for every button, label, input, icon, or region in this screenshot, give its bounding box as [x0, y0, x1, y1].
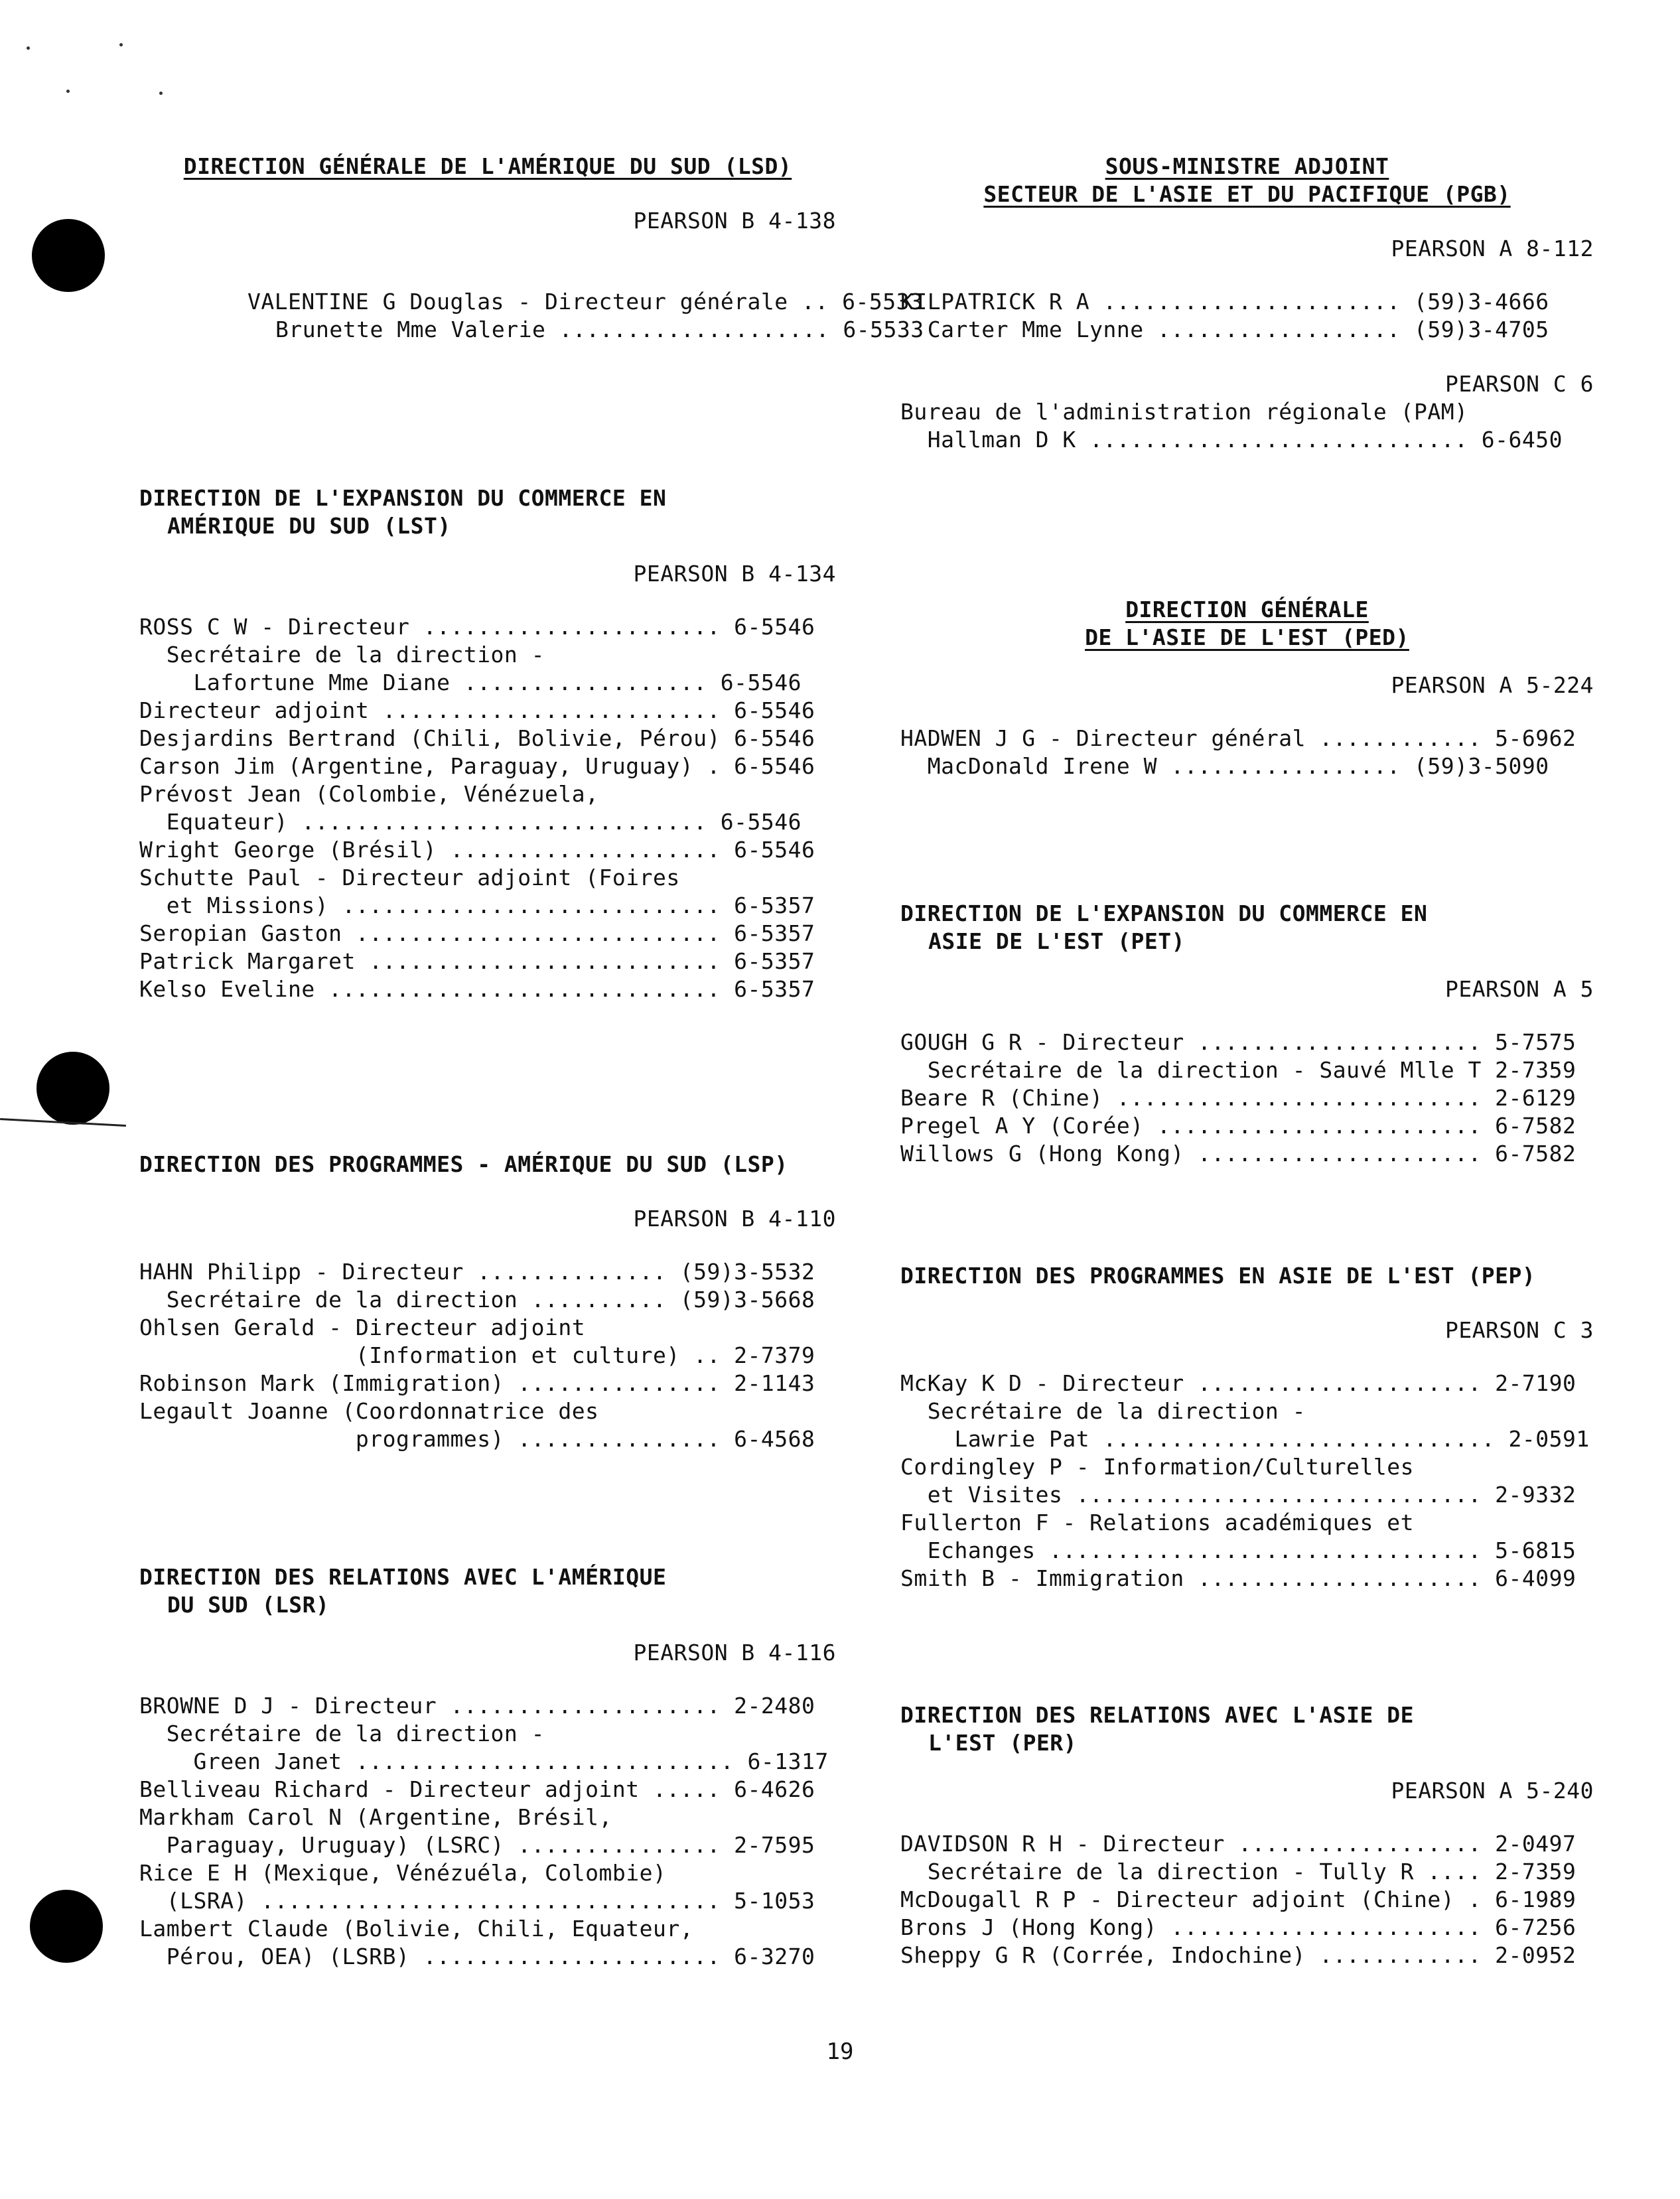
- section-title: DIRECTION DES RELATIONS AVEC L'AMÉRIQUE: [139, 1564, 667, 1590]
- section-lsd: [139, 153, 924, 342]
- speck: [27, 46, 30, 50]
- entry-line: Brons J (Hong Kong) ....................... 6-7256: [900, 1914, 1576, 1940]
- section-title: DIRECTION DES RELATIONS AVEC L'ASIE DE: [900, 1702, 1414, 1728]
- entry-line: Equateur) .............................. 6-5546: [139, 809, 802, 835]
- section-pep: [900, 1262, 1594, 1593]
- entry-line: Kelso Eveline ............................. 6-5357: [139, 976, 815, 1002]
- entry-line: Robinson Mark (Immigration) ............... 2-1143: [139, 1370, 815, 1396]
- entry-line: Secrétaire de la direction -: [139, 1721, 545, 1746]
- page-number: 19: [826, 2038, 854, 2065]
- speck: [119, 43, 123, 46]
- entry-line: Lawrie Pat ............................. 2-0591: [900, 1426, 1590, 1452]
- entry-list: [900, 1370, 1594, 1593]
- entry-line: Legault Joanne (Coordonnatrice des: [139, 1398, 599, 1424]
- entry-line: Bureau de l'administration régionale (PAM): [900, 399, 1468, 425]
- speck: [159, 92, 163, 95]
- section-title: L'EST (PER): [928, 1730, 1078, 1756]
- entry-line: programmes) ............... 6-4568: [139, 1426, 815, 1452]
- location: PEARSON B 4-138: [633, 208, 836, 234]
- section-title: DE L'ASIE DE L'EST (PED): [1085, 624, 1409, 650]
- speck: [66, 90, 70, 93]
- section-title: DIRECTION DES PROGRAMMES EN ASIE DE L'EST (PEP): [900, 1263, 1536, 1289]
- section-title: DIRECTION DE L'EXPANSION DU COMMERCE EN: [139, 485, 667, 511]
- entry-line: VALENTINE G Douglas - Directeur générale .. 6-5533: [247, 289, 924, 315]
- entry-list: [900, 1830, 1594, 1969]
- entry-line: Green Janet ............................ 6-1317: [139, 1748, 829, 1774]
- entry-line: Markham Carol N (Argentine, Brésil,: [139, 1804, 612, 1830]
- entry-line: Patrick Margaret .......................... 6-5357: [139, 948, 815, 974]
- entry-line: Hallman D K ............................ 6-6450: [900, 427, 1563, 453]
- entry-line: Pregel A Y (Corée) ........................ 6-7582: [900, 1113, 1576, 1139]
- entry-line: Lafortune Mme Diane .................. 6-5546: [139, 670, 802, 695]
- entry-line: MacDonald Irene W ................. (59)3-5090: [900, 753, 1549, 779]
- entry-line: Carson Jim (Argentine, Paraguay, Uruguay) . 6-5546: [139, 753, 815, 779]
- entry-line: Prévost Jean (Colombie, Vénézuela,: [139, 781, 599, 807]
- entry-line: (Information et culture) .. 2-7379: [139, 1342, 815, 1368]
- entry-line: McKay K D - Directeur ..................... 2-7190: [900, 1370, 1576, 1396]
- location: PEARSON A 5-224: [1391, 672, 1594, 698]
- entry-line: Echanges ................................ 5-6815: [900, 1537, 1576, 1563]
- entry-line: Wright George (Brésil) .................... 6-5546: [139, 837, 815, 863]
- entry-line: Beare R (Chine) ........................... 2-6129: [900, 1085, 1576, 1111]
- location: PEARSON C 6: [1444, 371, 1594, 397]
- entry-line: Desjardins Bertrand (Chili, Bolivie, Pérou) 6-5546: [139, 725, 815, 751]
- section-pgb: [900, 153, 1594, 454]
- entry-line: Schutte Paul - Directeur adjoint (Foires: [139, 865, 680, 890]
- punch-hole-middle: [36, 1052, 109, 1125]
- entry-line: Ohlsen Gerald - Directeur adjoint: [139, 1314, 586, 1340]
- entry-list: [900, 398, 1594, 454]
- punch-hole-bottom: [30, 1890, 103, 1963]
- section-title: AMÉRIQUE DU SUD (LST): [167, 513, 451, 539]
- entry-list: [900, 725, 1594, 780]
- entry-line: KILPATRICK R A ...................... (59)3-4666: [900, 289, 1549, 315]
- entry-line: Fullerton F - Relations académiques et: [900, 1510, 1414, 1535]
- entry-line: Lambert Claude (Bolivie, Chili, Equateur,: [139, 1916, 694, 1942]
- location: PEARSON C 3: [1444, 1317, 1594, 1343]
- entry-line: Brunette Mme Valerie .................... 6-5533: [275, 317, 924, 342]
- entry-line: Secrétaire de la direction -: [139, 642, 545, 668]
- entry-line: Belliveau Richard - Directeur adjoint ..... 6-4626: [139, 1776, 815, 1802]
- entry-line: et Visites .............................. 2-9332: [900, 1482, 1576, 1508]
- section-title: SOUS-MINISTRE ADJOINT: [1105, 153, 1389, 179]
- entry-line: Willows G (Hong Kong) ..................... 6-7582: [900, 1141, 1576, 1167]
- entry-line: Secrétaire de la direction .......... (59)3-5668: [139, 1287, 815, 1312]
- entry-list: [900, 1029, 1594, 1168]
- entry-line: Secrétaire de la direction -: [900, 1398, 1306, 1424]
- entry-line: ROSS C W - Directeur ...................... 6-5546: [139, 614, 815, 640]
- entry-line: Cordingley P - Information/Culturelles: [900, 1454, 1414, 1480]
- location: PEARSON A 5: [1444, 976, 1594, 1002]
- entry-line: Sheppy G R (Corrée, Indochine) ............ 2-0952: [900, 1942, 1576, 1968]
- location: PEARSON B 4-134: [633, 561, 836, 587]
- location: PEARSON B 4-110: [633, 1206, 836, 1232]
- section-ped: [900, 596, 1594, 780]
- section-title: ASIE DE L'EST (PET): [928, 928, 1185, 954]
- section-pet: [900, 900, 1594, 1168]
- entry-list: [900, 288, 1594, 344]
- entry-line: Smith B - Immigration ..................... 6-4099: [900, 1565, 1576, 1591]
- entry-line: Directeur adjoint ......................... 6-5546: [139, 697, 815, 723]
- entry-line: DAVIDSON R H - Directeur .................. 2-0497: [900, 1831, 1576, 1857]
- entry-list: [139, 1258, 836, 1453]
- section-title: DIRECTION DES PROGRAMMES - AMÉRIQUE DU SUD (LSP): [139, 1151, 788, 1177]
- entry-line: Carter Mme Lynne .................. (59)3-4705: [900, 317, 1549, 342]
- entry-line: McDougall R P - Directeur adjoint (Chine) . 6-1989: [900, 1886, 1576, 1912]
- section-title: DIRECTION GÉNÉRALE: [1125, 597, 1369, 622]
- entry-line: BROWNE D J - Directeur .................... 2-2480: [139, 1693, 815, 1719]
- entry-line: Seropian Gaston ........................... 6-5357: [139, 920, 815, 946]
- section-title: SECTEUR DE L'ASIE ET DU PACIFIQUE (PGB): [983, 181, 1511, 207]
- entry-line: HADWEN J G - Directeur général ............ 5-6962: [900, 725, 1576, 751]
- section-lsr: [139, 1563, 836, 1971]
- entry-line: Secrétaire de la direction - Sauvé Mlle T 2-7359: [900, 1057, 1576, 1083]
- entry-line: et Missions) ............................ 6-5357: [139, 892, 815, 918]
- entry-line: Rice E H (Mexique, Vénézuéla, Colombie): [139, 1860, 667, 1886]
- punch-hole-top: [32, 219, 105, 292]
- section-lst: [139, 484, 836, 1003]
- entry-line: Paraguay, Uruguay) (LSRC) ............... 2-7595: [139, 1832, 815, 1858]
- location: PEARSON A 8-112: [1391, 236, 1594, 261]
- entry-line: (LSRA) .................................. 5-1053: [139, 1888, 815, 1914]
- location: PEARSON B 4-116: [633, 1640, 836, 1666]
- section-title: DIRECTION DE L'EXPANSION DU COMMERCE EN: [900, 900, 1428, 926]
- section-title: DU SUD (LSR): [167, 1592, 330, 1618]
- location: PEARSON A 5-240: [1391, 1778, 1594, 1804]
- entry-list: [139, 1692, 836, 1971]
- section-per: [900, 1701, 1594, 1969]
- section-title: DIRECTION GÉNÉRALE DE L'AMÉRIQUE DU SUD (LSD): [183, 153, 792, 179]
- section-lsp: [139, 1151, 836, 1453]
- entry-line: HAHN Philipp - Directeur .............. (59)3-5532: [139, 1259, 815, 1285]
- entry-line: GOUGH G R - Directeur ..................... 5-7575: [900, 1029, 1576, 1055]
- entry-list: [139, 613, 836, 1003]
- entry-line: Pérou, OEA) (LSRB) ...................... 6-3270: [139, 1944, 815, 1969]
- entry-line: Secrétaire de la direction - Tully R .... 2-7359: [900, 1859, 1576, 1884]
